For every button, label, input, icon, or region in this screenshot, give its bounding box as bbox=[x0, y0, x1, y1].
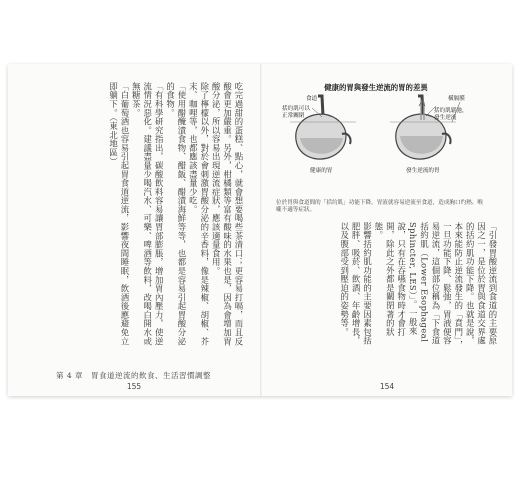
reflux-stomach-drawing bbox=[390, 96, 460, 159]
book-spread bbox=[8, 64, 512, 396]
left-paragraph: 吃完過甜的蛋糕、點心，就會想要喝些茶清口；更容易打嗝，而且反酸會更加嚴重。另外，柑橘類等富有酸味的水果也是，因為會增加胃酸分泌，所以容易出現逆流症狀，應該適量食用。 bbox=[211, 82, 244, 346]
label-sphincter-closed: 括約肌可以 正常關閉 bbox=[282, 106, 310, 119]
stomach-figure bbox=[276, 82, 476, 194]
label-sphincter-loose: 括約肌鬆弛， 發生逆流 bbox=[434, 108, 468, 121]
label-diaphragm: 橫膈膜 bbox=[448, 96, 465, 102]
right-paragraph: 影響括約肌功能的主要因素包括肥胖、吸菸、飲酒、年齡增長，以及腹部受到壓迫的姿勢等。 bbox=[339, 222, 373, 346]
label-esophagus: 食道 bbox=[306, 96, 318, 102]
label-reflux-stomach: 發生逆流的胃 bbox=[406, 168, 440, 174]
figure-title: 健康的胃與發生逆流的胃的差異 bbox=[324, 83, 428, 92]
left-paragraph: 除了檸檬以外，對於會刺激胃酸分泌的辛香料，像是辣椒、胡椒、芥末、咖哩等，也都應該盡量少吃。 bbox=[188, 82, 210, 346]
left-paragraph: 「有科學研究指出，碳酸飲料容易讓胃部膨脹，增加胃內壓力，使逆流情況惡化。建議盡量少喝汽水、可樂、啤酒等飲料，改喝白開水或無糖茶。 bbox=[131, 82, 165, 346]
running-footer: 第 4 章 胃食道逆流的飲食、生活習慣調整 bbox=[56, 371, 212, 380]
left-page-body bbox=[44, 82, 244, 350]
left-paragraph: 「使用醋醃漬食物、醋飯、醋漬海鮮等等，也都是容易引起胃酸分泌的食物。 bbox=[165, 82, 187, 346]
left-page bbox=[8, 64, 260, 396]
label-healthy-stomach: 健康的胃 bbox=[310, 168, 333, 174]
right-paragraph: 一旦功能下降、鬆弛，胃液便容易逆流，這個部位稱為「下食道括約肌（Lower Esophageal Sphincter, LES）」。一般來說，只有在吞嚥食物時才會打開，除此之外都是關閉著的狀態。 bbox=[373, 222, 453, 346]
figure-caption: 位於胃與食道間的「括約肌」功能下降，胃液就容易逆流至食道，造成胸口灼熱、喉嚨不適等症狀。 bbox=[276, 200, 483, 214]
right-paragraph: 「引發胃酸逆流到食道的主要原因之一，是位於胃與食道交界處的括約肌功能下降。也就是說，本來能防止逆流發生的「賁門」， bbox=[453, 222, 498, 350]
stomach-illustration bbox=[276, 92, 476, 178]
right-page bbox=[262, 64, 512, 396]
left-paragraph: 「白葡萄酒也容易引起胃食道逆流，影響夜間睡眠，飲酒後應避免立即躺下。（東北地區） bbox=[108, 82, 130, 346]
page-number-left: 155 bbox=[126, 382, 142, 391]
right-page-body bbox=[339, 222, 498, 352]
page-number-right: 154 bbox=[379, 382, 395, 391]
